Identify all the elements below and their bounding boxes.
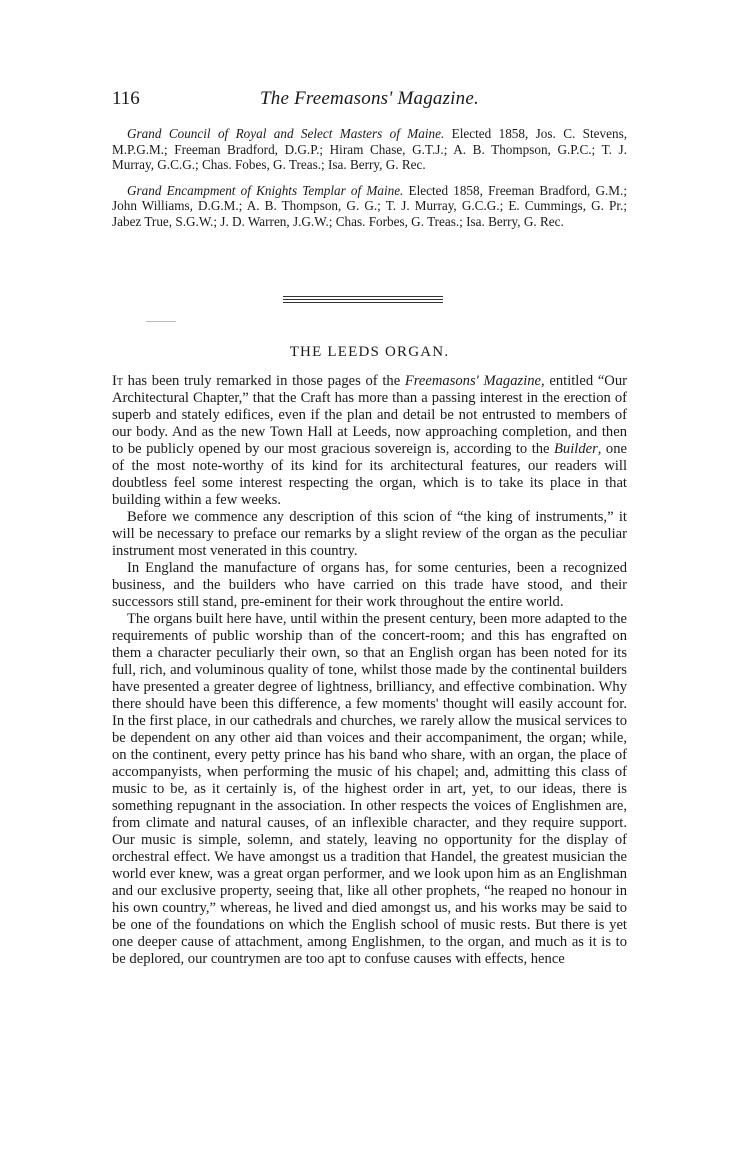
page-header bbox=[112, 88, 627, 114]
page-number: 116 bbox=[112, 88, 140, 109]
faint-dash bbox=[146, 321, 176, 322]
running-title: The Freemasons' Magazine. bbox=[260, 88, 479, 109]
notice-royal-select-masters bbox=[112, 126, 627, 173]
publication-name: Freemasons' Magazine bbox=[404, 373, 542, 389]
article-paragraph: Before we commence any description of this scion of “the king of instruments,” it will be necessary to preface our remarks by a slight review of the organ as the peculiar instrument most venerated in this country. bbox=[112, 509, 627, 559]
section-divider bbox=[283, 296, 443, 305]
election-notices bbox=[112, 126, 627, 240]
divider-rule bbox=[283, 296, 443, 297]
divider-rule bbox=[283, 299, 443, 300]
divider-rule bbox=[283, 302, 443, 303]
article-paragraph: In England the manufacture of organs has, for some centuries, been a recognized business, and the builders who have carried on this trade have stood, and their successors still stand, pre-eminent for their work throughout the entire world. bbox=[112, 560, 627, 610]
notice-body-name: Grand Encampment of Knights Templar of Maine. bbox=[127, 182, 404, 198]
publication-name: Builder bbox=[554, 441, 598, 457]
article-title: THE LEEDS ORGAN. bbox=[289, 344, 450, 360]
paragraph-text: , entitled “Our Architectural Chapter,” that the Craft has more than a passing interest in the erection of superb and stately edifices, even if the plan and detail be not entrusted to members of our body. And as the new Town Hall at Leeds, now approaching completion, and then to be publicly opened by our most gracious sovereign is, according to the bbox=[112, 373, 627, 457]
notice-body-name: Grand Council of Royal and Select Masters of Maine. bbox=[127, 126, 445, 141]
notice-knights-templar bbox=[112, 183, 627, 230]
article-paragraph bbox=[112, 373, 627, 509]
opening-word: It bbox=[112, 373, 123, 389]
article-paragraph: The organs built here have, until within the present century, been more adapted to the requirements of public worship than of the concert-room; and this has engrafted on them a character peculiarly their own, so that an English organ has been noted for its full, rich, and voluminous quality of tone, whilst those made by the continental builders have presented a greater degree of lightness, brilliancy, and effective combination. Why there should have been this difference, a few moments' thought will easily account for. In the first place, in our cathedrals and churches, we rarely allow the musical services to be dependent on any other aid than voices and their accompaniment, the organ; while, on the continent, every petty prince has his band who share, with an organ, the place of accompanyists, when performing the music of his chapel; and, admitting this class of music to be, as it certainly is, of the highest order in art, yet, to our ideas, there is something repugnant in the association. In other respects the voices of Englishmen are, from climate and natural causes, of an inflexible character, and they require support. Our music is simple, solemn, and stately, leaving no opportunity for the display of orchestral effect. We have amongst us a tradition that Handel, the greatest musician the world ever knew, was a great organ performer, and we look upon him as an Englishman and our exclusive property, seeing that, like all other prophets, “he reaped no honour in his own country,” whereas, he lived and died amongst us, and his works may be said to be one of the foundations on which the English school of music rests. But there is yet one deeper cause of attachment, among Englishmen, to the organ, and much as it is to be deplored, our countrymen are too apt to confuse causes with effects, hence bbox=[112, 611, 627, 967]
paragraph-text: has been truly remarked in those pages of the bbox=[122, 373, 405, 389]
paragraph-text: , one of the most note-worthy of its kind for its architectural features, our readers will doubtless feel some interest respecting the organ, which is to take its place in that building within a few weeks. bbox=[112, 441, 627, 508]
article-body bbox=[112, 373, 627, 968]
notice-text: Elected 1858, Jos. C. Stevens, M.P.G.M.; Freeman Bradford, D.G.P.; Hiram Chase, G.T.J.; A. B. Thompson, G.P.C.; T. J. Murray, G.C.G.; Chas. Fobes, G. Treas.; Isa. Berry, G. Rec. bbox=[112, 126, 627, 173]
notice-text: Elected 1858, Freeman Bradford, G.M.; John Williams, D.G.M.; A. B. Thompson, G. G.; T. J. Murray, G.C.G.; E. Cummings, G. Pr.; Jabez True, S.G.W.; J. D. Warren, J.G.W.; Chas. Forbes, G. Treas.; Isa. Berry, G. Rec. bbox=[112, 182, 627, 229]
